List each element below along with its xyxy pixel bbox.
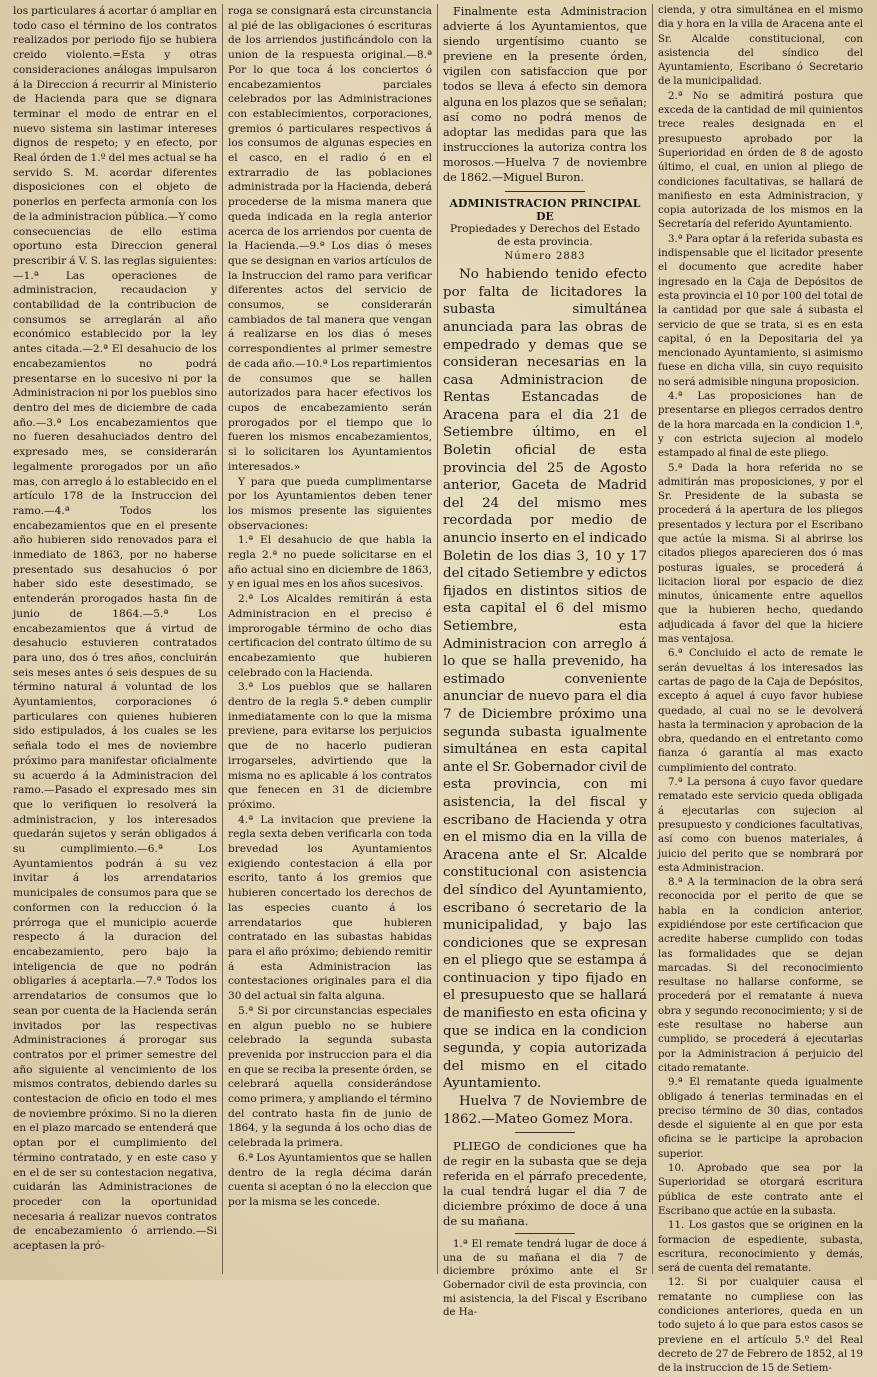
heading-title: ADMINISTRACION PRINCIPAL DE: [449, 197, 641, 224]
condition-5: 5.ª Dada la hora referida no se admitirán mas proposiciones, y por el Sr. Presidente de la subasta se procederá á la apertura de los pliegos presentados y lectura por el Escribano que actúe la misma. Si al abrirse los citados pliegos aparecieren dos ó mas posturas iguales, se procederá á licitacion lioral por espacio de diez minutos, únicamente entre aquellos que la hubieren hecho, quedando adjudicada á favor del que la hiciere mas ventajosa.: [658, 462, 863, 646]
heading-subtitle-1: Propiedades y Derechos del Estado: [449, 223, 641, 236]
condition-8: 8.ª A la terminacion de la obra será reconocida por el perito de que se habla en la condicion anterior, expidiéndose por este certificacion que acredite haberse cumplido con todas las formalidades que se dejan marcadas. Si del reconocimiento resultase no hallarse conforme, se procederá por el rematante á nueva obra y segundo reconocimiento; y si de este resultase no haberse aun cumplido, se procederá á ejecutarlas por la Administracion á perjuicio del citado rematante.: [658, 877, 863, 1074]
condition-3: 3.ª Para optar á la referida subasta es indispensable que el licitador presente el documento que acredite haber ingresado en la Caja de Depósitos de esta provincia el 10 por 100 del total de la cantidad por que sale á subasta el servicio de que se trata, si es en esta capital, ó en la Depositaria del ya mencionado Ayuntamiento, si asimismo fuese en dicha villa, sin cuyo requisito no será admisible ninguna proposicion.: [658, 233, 863, 388]
condition-10: 10. Aprobado que sea por la Superioridad se otorgará escritura pública de este contrato ante el Escribano que actúe en la subasta.: [658, 1163, 863, 1217]
condition-9: 9.ª El rematante queda igualmente obligado á tenerlas terminadas en el preciso término de 30 dias, contados desde el siguiente al en que por esta oficina se le participe la aprobacion superior.: [658, 1077, 863, 1160]
column-2-observation-5: 5.ª Si por circunstancias especiales en algun pueblo no se hubiere celebrado la segunda subasta prevenida por instruccion para el dia en que se reciba la presente órden, se celebrará aquella considerándose como primera, y ampliando el término del contrato hasta fin de junio de 1864, y la segunda á los ocho dias de celebrada la primera.: [228, 1004, 432, 1150]
condition-1-start: 1.ª El remate tendrá lugar de doce á una de su mañana el dia 7 de diciembre próximo ante el Sr Gobernador civil de esta provincia, con mi asistencia, la del Fiscal y Escribano de Ha-: [443, 1239, 647, 1319]
column-2-observation-3: 3.ª Los pueblos que se hallaren dentro de la regla 5.ª deben cumplir inmediatamente con lo que la misma previene, para evitarse los perjuicios que de no hacerlo pudieran irrogarseles, advirtiendo que la misma no es aplicable á los contratos que fenecen en 31 de diciembre próximo.: [228, 681, 432, 811]
heading-subtitle-2: de esta provincia.: [497, 236, 593, 249]
condition-7: 7.ª La persona á cuyo favor quedare rematado este servicio queda obligada á ejecutarlas con sujecion al presupuesto y condiciones facultativas, así como con buenos materiales, á juicio del perito que se nombrará por esta Administracion.: [658, 777, 863, 874]
column-3: [438, 4, 653, 1319]
pliego-intro: PLIEGO de condiciones que ha de regir en la subasta que se deja referida en el párrafo precedente, la cual tendrá lugar el dia 7 de diciembre próximo de doce á una de su mañana.: [443, 1139, 647, 1229]
condition-12: 12. Si por cualquier causa el rematante no cumpliese con las condiciones anteriores, queda en un todo sujeto á lo que para estos casos se previene en el artículo 5.º del Real decreto de 27 de Febrero de 1852, al 19 de la instruccion de 15 de Setiem-: [658, 1277, 863, 1375]
notice-body: No habiendo tenido efecto por falta de licitadores la subasta simultánea anunciada para las obras de empedrado y demas que se consideran necesarias en la casa Administracion de Rentas Estancadas de Aracena para el dia 21 de Setiembre último, en el Boletin oficial de esta provincia del 25 de Agosto anterior, Gaceta de Madrid del 24 del mismo mes recordada por medio de anuncio inserto en el indicado Boletin de los dias 3, 10 y 17 del citado Setiembre y edictos fijados en distintos sitios de esta capital el 6 del mismo Setiembre, esta Administracion con arreglo á lo que se halla prevenido, ha estimado conveniente anunciar de nuevo para el dia 7 de Diciembre próximo una segunda subasta igualmente simultánea en esta capital ante el Sr. Gobernador civil de esta provincia, con mi asistencia, la del fiscal y escribano de Hacienda y otra en el mismo dia en la villa de Aracena ante el Sr. Alcalde constitucional con asistencia del síndico del Ayuntamiento, escribano ó secretario de la municipalidad, y bajo las condiciones que se expresan en el pliego que se estampa á continuacion y tipo fijado en el presupuesto que se hallará de manifiesto en esta oficina y que se indica en la condicion segunda, y copia autorizada del mismo en el citado Ayuntamiento.: [443, 267, 647, 1092]
section-divider: [505, 191, 585, 192]
column-2-observation-6: 6.ª Los Ayuntamientos que se hallen dentro de la regla décima darán cuenta si aceptan ó no la eleccion que por la misma se les concede.: [228, 1151, 432, 1208]
column-1-text: los particulares á acortar ó ampliar en todo caso el término de los contratos realizados por periodo fijo se hubiera creido violento.=Esta y otras consideraciones análogas impulsaron á la Direccion á recurrir al Ministerio de Hacienda para que se dignara terminar el modo de entrar en el nuevo sistema sin lastimar intereses dignos de respeto; y en efecto, por Real órden de 1.º del mes actual se ha servido S. M. acordar diferentes disposiciones con el objeto de ponerlos en perfecta armonía con los de la administracion pública.—Y como consecuencias de ello estima oportuno esta Direccion general prescribir á V. S. las reglas siguientes:—1.ª Las operaciones de administracion, recaudacion y contabilidad de la contribucion de consumos se arreglarán al año económico establecido por la ley antes citada.—2.ª El desahucio de los encabezamientos no podrá presentarse en lo sucesivo ni por la Administracion ni por los pueblos sino dentro del mes de diciembre de cada año.—3.ª Los encabezamientos que no fueren desahuciados dentro del expresado mes, se considerarán legalmente prorogados por un año mas, con arreglo á lo establecido en el artículo 178 de la Instruccion del ramo.—4.ª Todos los encabezamientos que en el presente año hubieren sido renovados para el inmediato de 1863, por no haberse presentado sus desahucios ó por haber sido este desestimado, se entenderán prorogados hasta fin de junio de 1864.—5.ª Los encabezamientos que á virtud de desahucio estuvieren contratados para uno, dos ó tres años, concluirán seis meses antes ó seis despues de su término natural á voluntad de los Ayuntamientos, corporaciones ó particulares con quienes hubieren sido estipulados, á los cuales se les señala todo el mes de noviembre próximo para manifestar oficialmente su acuerdo á la Administracion del ramo.—Pasado el expresado mes sin que lo verifiquen lo resolverá la administracion, y los interesados quedarán sujetos y serán obligados á su cumplimiento.—6.ª Los Ayuntamientos podrán á su vez invitar á los arrendatarios municipales de consumos para que se conformen con la reduccion ó la prórroga que el municipio acuerde respecto á la duracion del encabezamiento, pero bajo la inteligencia de que no podrán obligarles á aceptarla.—7.ª Todos los arrendatarios de consumos que lo sean por cuenta de la Hacienda serán invitados por las respectivas Administraciones á prorogar sus contratos por el primer semestre del año siguiente al vencimiento de los mismos contratos, debiendo darles su contestacion de oficio en todo el mes de noviembre próximo. Si no la dieren en el plazo marcado se entenderá que optan por el cumplimiento del término contratado, y en este caso y en el de ser su contestacion negativa, cuidarán las Administraciones de proceder con la oportunidad necesaria á realizar nuevos contratos de encabezamiento ó arriendo.—Si aceptasen la pró-: [13, 5, 217, 1253]
section-heading: [443, 197, 647, 262]
column-1: [8, 4, 223, 1274]
divider-short: [515, 1132, 575, 1133]
condition-4: 4.ª Las proposiciones han de presentarse en pliegos cerrados dentro de la hora marcada en la condicion 1.ª, y con estricta sujecion al modelo estampado al final de este pliego.: [658, 391, 863, 460]
condition-11: 11. Los gastos que se originen en la formacion de espediente, subasta, escritura, reconocimiento y demás, será de cuenta del rematante.: [658, 1220, 863, 1275]
column-2-paragraph-1: roga se consignará esta circunstancia al pié de las obligaciones ó escrituras de los arriendos justificándolo con la union de la respuesta original.—8.ª Por lo que toca á los conciertos ó encabezamientos parciales celebrados por las Administraciones con establecimientos, corporaciones, gremios ó particulares respectivos á los consumos de algunas especies en el casco, en el radio ó en el extrarradio de las poblaciones administrada por la Hacienda, deberá procederse de la misma manera que queda indicada en la regla anterior acerca de los arriendos por cuenta de la Hacienda.—9.ª Los dias ó meses que se designan en varios artículos de la Instruccion del ramo para verificar diferentes actos del servicio de consumos, se considerarán cambiados de tal manera que vengan á realizarse en los dias ó meses correspondientes al primer semestre de cada año.—10.ª Los repartimientos de consumos que se hallen autorizados para hacer efectivos los cupos de encabezamiento serán prorogados por el tiempo que lo fueren los mismos encabezamientos, si lo solicitaren los Ayuntamientos interesados.»: [228, 5, 432, 473]
column-3-paragraph-1: Finalmente esta Administracion advierte á los Ayuntamientos, que siendo urgentísimo cuanto se previene en la presente órden, vigilen con satisfaccion que por todos se lleva á efecto sin demora alguna en los plazos que se señalan; así como no podrá menos de adoptar las medidas para que las instrucciones la autoriza contra los morosos.—Huelva 7 de noviembre de 1862.—Miguel Buron.: [443, 5, 647, 185]
column-2-observation-4: 4.ª La invitacion que previene la regla sexta deben verificarla con toda brevedad los Ayuntamientos exigiendo contestacion á ella por escrito, tanto á los gremios que hubieren concertado los derechos de las especies cuanto á los arrendatarios que hubieren contratado en las subastas habidas para el año próximo; debiendo remitir á esta Administracion las contestaciones originales para el dia 30 del actual sin falta alguna.: [228, 813, 432, 1003]
column-2: [223, 4, 438, 1274]
condition-1-continued: cienda, y otra simultánea en el mismo dia y hora en la villa de Aracena ante el Sr. Alcalde constitucional, con asistencia del síndico del Ayuntamiento, Escribano ó Secretario de la municipalidad.: [658, 5, 863, 88]
condition-2: 2.ª No se admitirá postura que exceda de la cantidad de mil quinientos trece reales designada en el presupuesto aprobado por la Superioridad en órden de 8 de agosto último, el cual, en union al pliego de condiciones facultativas, se hallará de manifiesto en esta Administracion, y copia autorizada de los mismos en la Secretaría del referido Ayuntamiento.: [658, 90, 863, 231]
column-4: [653, 4, 868, 1375]
column-2-observation-2: 2.ª Los Alcaldes remitirán á esta Administracion en el preciso é improrogable término de ocho dias certificacion del contrato último de su encabezamiento que hubieren celebrado con la Hacienda.: [228, 593, 432, 679]
divider-short-2: [515, 1233, 575, 1234]
column-2-paragraph-2: Y para que pueda cumplimentarse por los Ayuntamientos deben tener los mismos presente las siguientes observaciones:: [228, 475, 432, 532]
condition-6: 6.ª Concluido el acto de remate le serán devueltas á los interesados las cartas de pago de la Caja de Depósitos, excepto á aquel á cuyo favor hubiese quedado, al cual no se le devolverá hasta la terminacion y aprobacion de la obra, quedando en el entretanto como fianza ó garantía al mas exacto cumplimiento del contrato.: [658, 648, 863, 774]
notice-signature: Huelva 7 de Noviembre de 1862.—Mateo Gomez Mora.: [443, 1094, 647, 1127]
notice-number: Número 2883: [504, 251, 586, 263]
column-2-observation-1: 1.ª El desahucio de que habla la regla 2.ª no puede solicitarse en el año actual sino en diciembre de 1863, y en igual mes en los años sucesivos.: [228, 534, 432, 591]
